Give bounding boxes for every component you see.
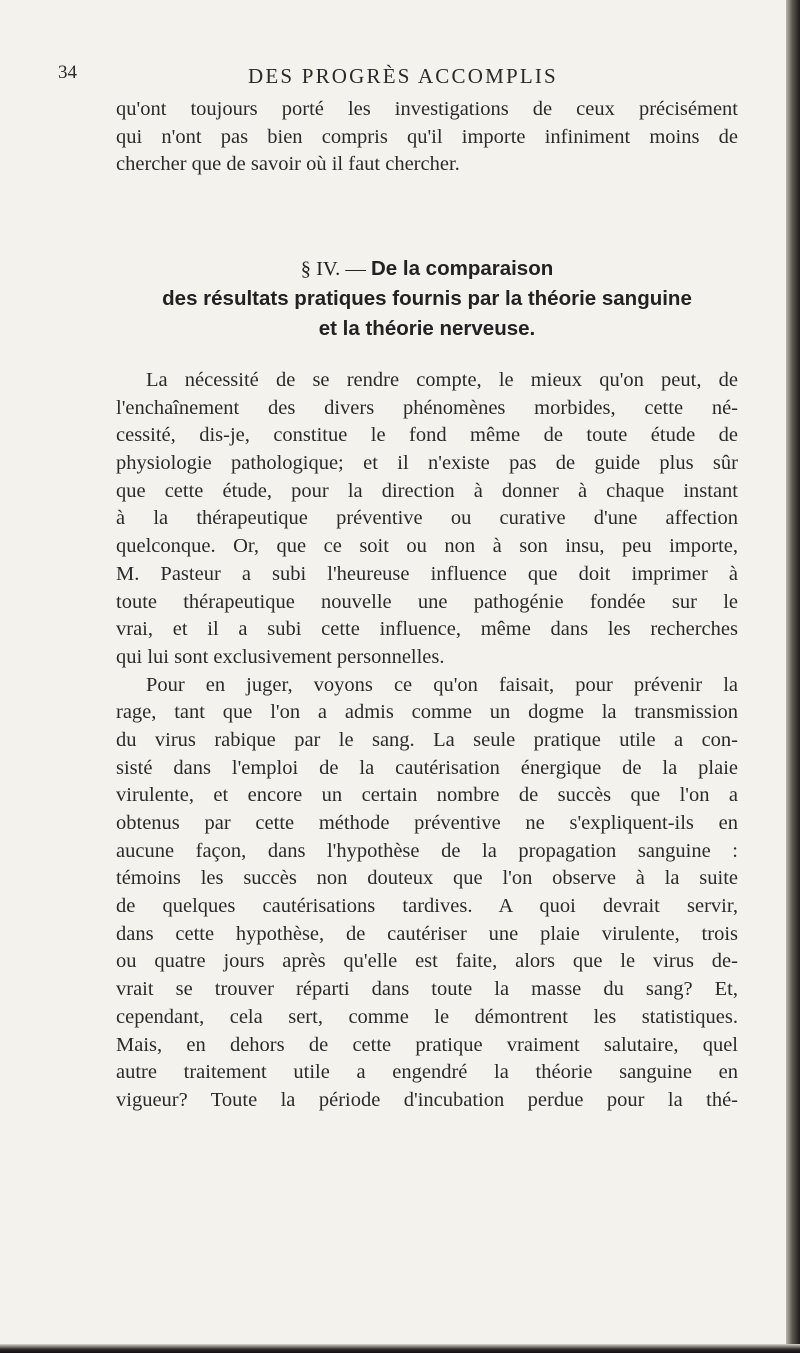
body-text	[116, 367, 738, 1115]
text-line: du virus rabique par le sang. La seule pratique utile a con-	[116, 728, 738, 751]
text-line: qui lui sont exclusivement personnelles.	[116, 645, 445, 668]
text-line: toute thérapeutique nouvelle une pathogénie fondée sur le	[116, 590, 738, 613]
text-line: Mais, en dehors de cette pratique vraiment salutaire, quel	[116, 1033, 738, 1056]
text-line: de quelques cautérisations tardives. A quoi devrait servir,	[116, 895, 738, 918]
text-line: l'enchaînement des divers phénomènes morbides, cette né-	[116, 396, 738, 419]
text-line: vigueur? Toute la période d'incubation perdue pour la thé-	[116, 1088, 738, 1111]
text-line: La nécessité de se rendre compte, le mieux qu'on peut, de	[146, 369, 738, 391]
text-line: vrai, et il a subi cette influence, même dans les recherches	[116, 618, 738, 641]
text-line: autre traitement utile a engendré la théorie sanguine en	[116, 1061, 738, 1084]
section-heading-line-1	[116, 254, 738, 284]
section-heading-line-2: des résultats pratiques fournis par la théorie sanguine	[162, 287, 692, 310]
text-line: sisté dans l'emploi de la cautérisation énergique de la plaie	[116, 756, 738, 779]
text-line: obtenus par cette méthode préventive ne s'expliquent-ils en	[116, 812, 738, 834]
section-heading	[116, 254, 738, 344]
page-bottom-edge	[0, 1344, 800, 1353]
running-title: DES PROGRÈS ACCOMPLIS	[248, 64, 558, 88]
page-edge-shadow	[786, 0, 800, 1353]
text-line: vrait se trouver réparti dans toute la masse du sang? Et,	[116, 978, 738, 1001]
text-line: quelconque. Or, que ce soit ou non à son insu, peu importe,	[116, 535, 738, 558]
text-line: aucune façon, dans l'hypothèse de la propagation sanguine :	[116, 839, 738, 862]
section-heading-line-3: et la théorie nerveuse.	[318, 317, 536, 340]
section-title-part-1: De la comparaison	[370, 257, 554, 280]
text-line: ou quatre jours après qu'elle est faite, alors que le virus de-	[116, 950, 738, 973]
text-line: à la thérapeutique préventive ou curative d'une affection	[116, 507, 738, 530]
text-line: témoins les succès non douteux que l'on observe à la suite	[116, 867, 738, 890]
text-line: qui n'ont pas bien compris qu'il importe infiniment moins de	[116, 125, 738, 148]
text-line: Pour en juger, voyons ce qu'on faisait, pour prévenir la	[146, 673, 738, 696]
text-line: que cette étude, pour la direction à donner à chaque instant	[116, 479, 738, 502]
section-number: § IV. —	[300, 258, 371, 280]
running-head	[58, 62, 738, 92]
page-number: 34	[58, 62, 77, 83]
text-line: cependant, cela sert, comme le démontrent les statistiques.	[116, 1005, 738, 1028]
text-line: virulente, et encore un certain nombre de succès que l'on a	[116, 784, 738, 807]
intro-paragraph	[116, 96, 738, 179]
text-line: cessité, dis-je, constitue le fond même de toute étude de	[116, 424, 738, 447]
text-line: physiologie pathologique; et il n'existe pas de guide plus sûr	[116, 452, 738, 475]
text-line: rage, tant que l'on a admis comme un dogme la transmission	[116, 701, 738, 724]
text-line: qu'ont toujours porté les investigations de ceux précisément	[116, 98, 738, 120]
text-line: M. Pasteur a subi l'heureuse influence que doit imprimer à	[116, 562, 738, 585]
text-line: chercher que de savoir où il faut chercher.	[116, 153, 460, 176]
text-line: dans cette hypothèse, de cautériser une plaie virulente, trois	[116, 922, 738, 945]
